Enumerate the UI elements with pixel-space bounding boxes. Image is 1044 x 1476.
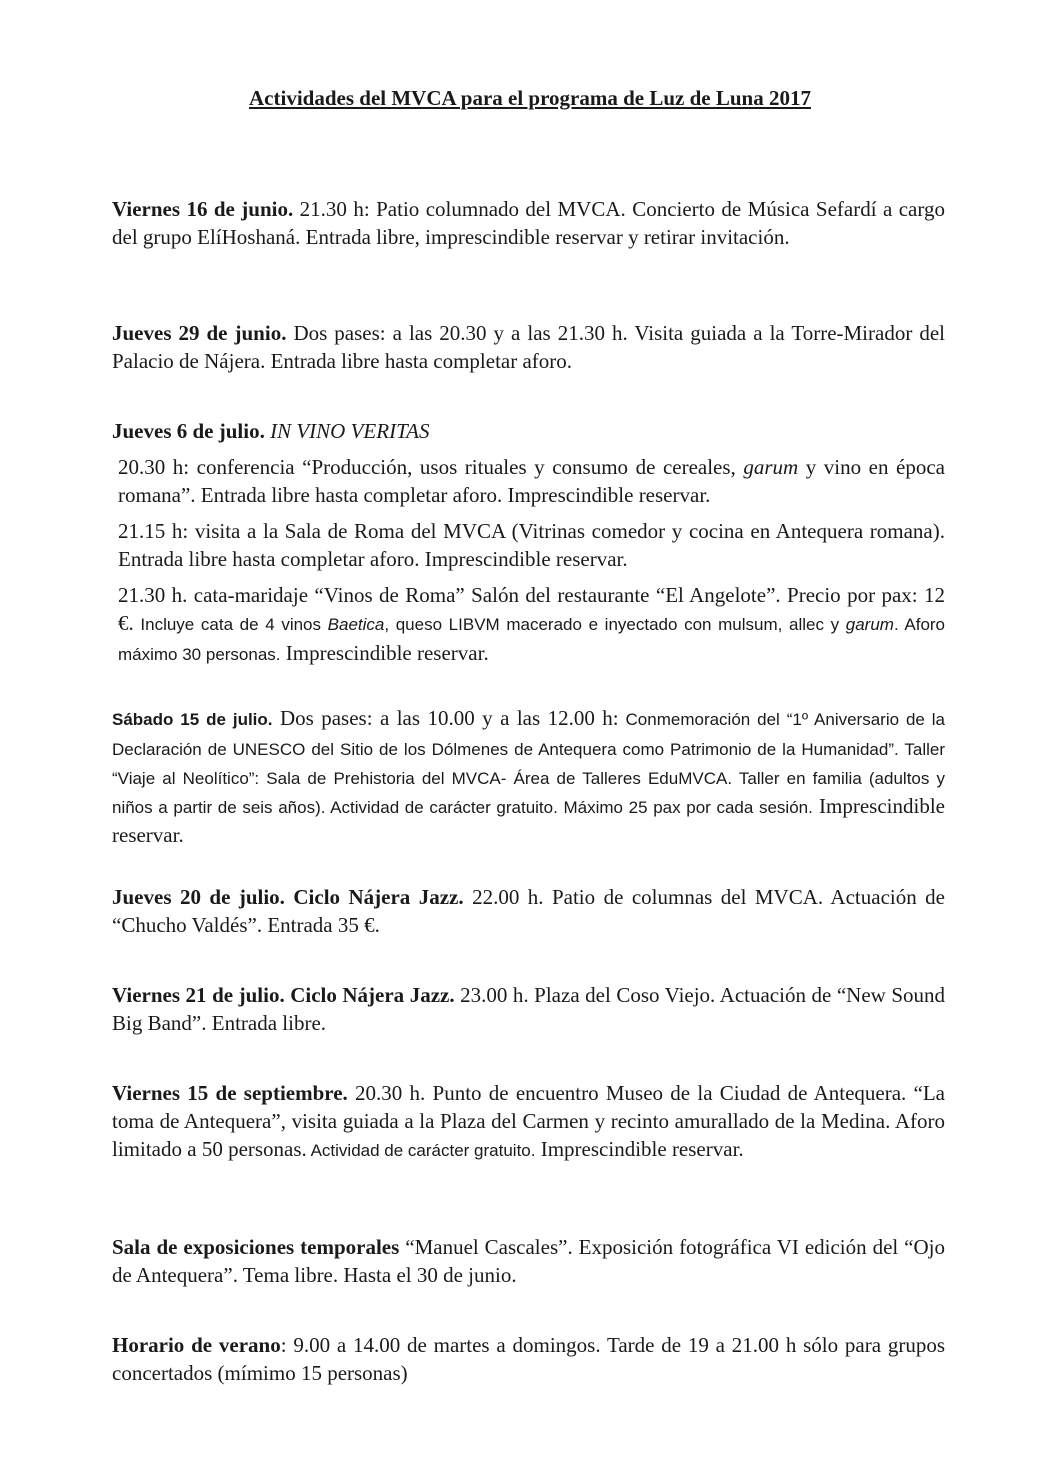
event-date: Jueves 20 de julio. Ciclo Nájera Jazz. bbox=[112, 885, 464, 909]
exhibition-block bbox=[112, 1233, 945, 1289]
item-text: y vino en época romana”. Entrada libre hasta completar aforo. Imprescindible reservar. bbox=[118, 455, 945, 507]
schedule-block bbox=[112, 1331, 945, 1387]
item-text: 20.30 h: conferencia “Producción, usos rituales y consumo de cereales, bbox=[118, 455, 744, 479]
item-italic-text: Baetica bbox=[327, 615, 385, 634]
item-italic-text: garum bbox=[743, 455, 799, 479]
schedule-text: : 9.00 a 14.00 de martes a domingos. Tarde de 19 a 21.00 h sólo para grupos concertados (mímimo 15 personas) bbox=[112, 1333, 945, 1385]
event-item-visita bbox=[112, 517, 945, 573]
event-block-20-julio bbox=[112, 883, 945, 939]
event-text: Imprescindible reservar. bbox=[112, 794, 945, 847]
event-block-16-junio bbox=[112, 195, 945, 251]
item-text: 21.30 h. cata-maridaje “Vinos de Roma” Salón del restaurante “El Angelote”. Precio por pax: 12 €. bbox=[118, 583, 945, 635]
event-block-15-septiembre bbox=[112, 1079, 945, 1165]
event-block-15-julio bbox=[112, 704, 945, 849]
item-text: 21.15 h: visita a la Sala de Roma del MVCA (Vitrinas comedor y cocina en Antequera romana). Entrada libre hasta completar aforo. Imprescindible reservar. bbox=[118, 519, 945, 571]
event-text: Dos pases: a las 20.30 y a las 21.30 h. Visita guiada a la Torre-Mirador del Palacio de Nájera. Entrada libre hasta completar aforo. bbox=[112, 321, 945, 373]
event-date: Jueves 6 de julio. bbox=[112, 419, 265, 443]
exhibition-label: Sala de exposiciones temporales bbox=[112, 1235, 400, 1259]
event-text: Dos pases: a las 10.00 y a las 12.00 h: bbox=[272, 706, 619, 730]
document-title: Actividades del MVCA para el programa de Luz de Luna 2017 bbox=[249, 86, 811, 110]
event-text: Actividad de carácter gratuito. bbox=[306, 1141, 536, 1160]
event-text: Imprescindible reservar. bbox=[535, 1137, 744, 1161]
exhibition-text: “Manuel Cascales”. Exposición fotográfica VI edición del “Ojo de Antequera”. Tema libre. Hasta el 30 de junio. bbox=[112, 1235, 945, 1287]
item-text: Incluye cata de 4 vinos bbox=[133, 615, 328, 634]
event-text: 23.00 h. Plaza del Coso Viejo. Actuación de “New Sound Big Band”. Entrada libre. bbox=[112, 983, 946, 1035]
event-heading bbox=[112, 417, 945, 445]
item-text: . Aforo máximo 30 personas. bbox=[118, 615, 946, 664]
event-block-6-julio bbox=[112, 417, 945, 669]
event-text: 20.30 h. Punto de encuentro Museo de la Ciudad de Antequera. “La toma de Antequera”, visita guiada a la Plaza del Carmen y recinto amurallado de la Medina. Aforo limitado a 50 personas. bbox=[112, 1081, 945, 1161]
event-block-21-julio bbox=[112, 981, 945, 1037]
event-item-conferencia bbox=[112, 453, 945, 509]
event-block-29-junio bbox=[112, 319, 945, 375]
schedule-label: Horario de verano bbox=[112, 1333, 281, 1357]
item-text: , queso LIBVM macerado e inyectado con mulsum, allec y bbox=[384, 615, 846, 634]
event-subtitle: IN VINO VERITAS bbox=[270, 419, 430, 443]
event-text: Conmemoración del “1º Aniversario de la Declaración de UNESCO del Sitio de los Dólmenes de Antequera como Patrimonio de la Humanidad”. Taller “Viaje al Neolítico”: Sala de Prehistoria del MVCA- Área de Talleres EduMVCA. Taller en familia (adultos y niños a partir de seis años). Actividad de carácter gratuito. Máximo 25 pax por cada sesión. bbox=[112, 710, 946, 817]
item-italic-text: garum bbox=[845, 615, 894, 634]
event-date: Sábado 15 de julio. bbox=[112, 710, 273, 729]
event-text: 22.00 h. Patio de columnas del MVCA. Actuación de “Chucho Valdés”. Entrada 35 €. bbox=[112, 885, 945, 937]
event-date: Viernes 21 de julio. Ciclo Nájera Jazz. bbox=[112, 983, 455, 1007]
event-date: Viernes 16 de junio. bbox=[112, 197, 294, 221]
item-text: Imprescindible reservar. bbox=[280, 641, 489, 665]
event-date: Jueves 29 de junio. bbox=[112, 321, 287, 345]
event-item-cata bbox=[112, 581, 945, 669]
event-text: 21.30 h: Patio columnado del MVCA. Concierto de Música Sefardí a cargo del grupo ElíHoshaná. Entrada libre, imprescindible reservar y retirar invitación. bbox=[112, 197, 945, 249]
event-date: Viernes 15 de septiembre. bbox=[112, 1081, 348, 1105]
